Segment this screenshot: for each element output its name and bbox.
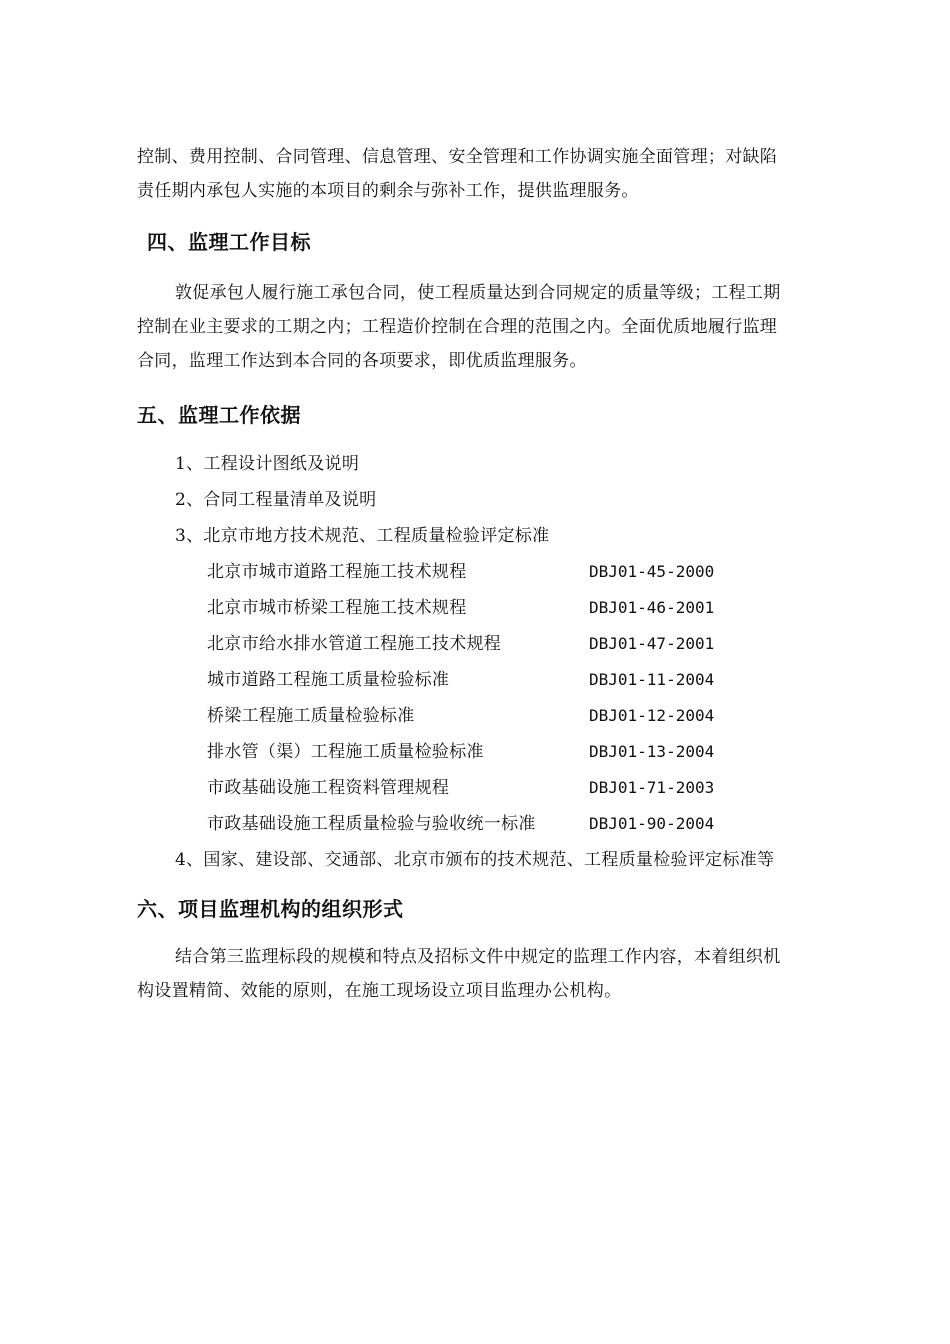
standard-name: 城市道路工程施工质量检验标准 — [207, 670, 450, 690]
section-4-line-1: 敦促承包人履行施工承包合同，使工程质量达到合同规定的质量等级；工程工期 — [175, 283, 781, 303]
standard-row — [207, 776, 767, 800]
standard-row — [207, 668, 767, 692]
standard-code: DBJ01-90-2004 — [589, 814, 715, 833]
intro-paragraph — [137, 140, 849, 208]
section-4-line-2: 控制在业主要求的工期之内；工程造价控制在合理的范围之内。全面优质地履行监理 — [137, 317, 778, 337]
standard-code: DBJ01-12-2004 — [589, 706, 715, 725]
standard-code: DBJ01-71-2003 — [589, 778, 715, 797]
standard-row — [207, 704, 767, 728]
standard-code: DBJ01-47-2001 — [589, 634, 715, 653]
standard-code: DBJ01-45-2000 — [589, 562, 715, 581]
section-4-paragraph — [137, 276, 849, 378]
standard-row — [207, 596, 767, 620]
section-6-heading: 六、项目监理机构的组织形式 — [137, 897, 404, 921]
intro-line-2: 责任期内承包人实施的本项目的剩余与弥补工作，提供监理服务。 — [137, 181, 639, 201]
standard-code: DBJ01-11-2004 — [589, 670, 715, 689]
standard-row — [207, 812, 767, 836]
basis-item-3: 3、北京市地方技术规范、工程质量检验评定标准 — [175, 526, 550, 546]
section-6-paragraph — [137, 940, 849, 1008]
section-6-line-2: 构设置精简、效能的原则，在施工现场设立项目监理办公机构。 — [137, 981, 622, 1001]
standard-name: 北京市城市桥梁工程施工技术规程 — [207, 598, 467, 618]
intro-line-1: 控制、费用控制、合同管理、信息管理、安全管理和工作协调实施全面管理；对缺陷 — [137, 147, 778, 167]
standard-name: 北京市城市道路工程施工技术规程 — [207, 562, 467, 582]
standard-row — [207, 740, 767, 764]
basis-item-1: 1、工程设计图纸及说明 — [175, 454, 360, 474]
basis-item-2: 2、合同工程量清单及说明 — [175, 490, 377, 510]
standard-name: 北京市给水排水管道工程施工技术规程 — [207, 634, 502, 654]
standard-row — [207, 560, 767, 584]
standard-code: DBJ01-13-2004 — [589, 742, 715, 761]
standard-name: 市政基础设施工程质量检验与验收统一标准 — [207, 814, 536, 834]
section-5-heading: 五、监理工作依据 — [137, 403, 301, 427]
standard-row — [207, 632, 767, 656]
basis-item-4: 4、国家、建设部、交通部、北京市颁布的技术规范、工程质量检验评定标准等 — [175, 850, 775, 870]
section-4-line-3: 合同，监理工作达到本合同的各项要求，即优质监理服务。 — [137, 351, 587, 371]
section-6-line-1: 结合第三监理标段的规模和特点及招标文件中规定的监理工作内容，本着组织机 — [175, 947, 781, 967]
standard-code: DBJ01-46-2001 — [589, 598, 715, 617]
standard-name: 排水管（渠）工程施工质量检验标准 — [207, 742, 484, 762]
standard-name: 桥梁工程施工质量检验标准 — [207, 706, 415, 726]
section-4-heading: 四、监理工作目标 — [147, 230, 311, 254]
standard-name: 市政基础设施工程资料管理规程 — [207, 778, 450, 798]
